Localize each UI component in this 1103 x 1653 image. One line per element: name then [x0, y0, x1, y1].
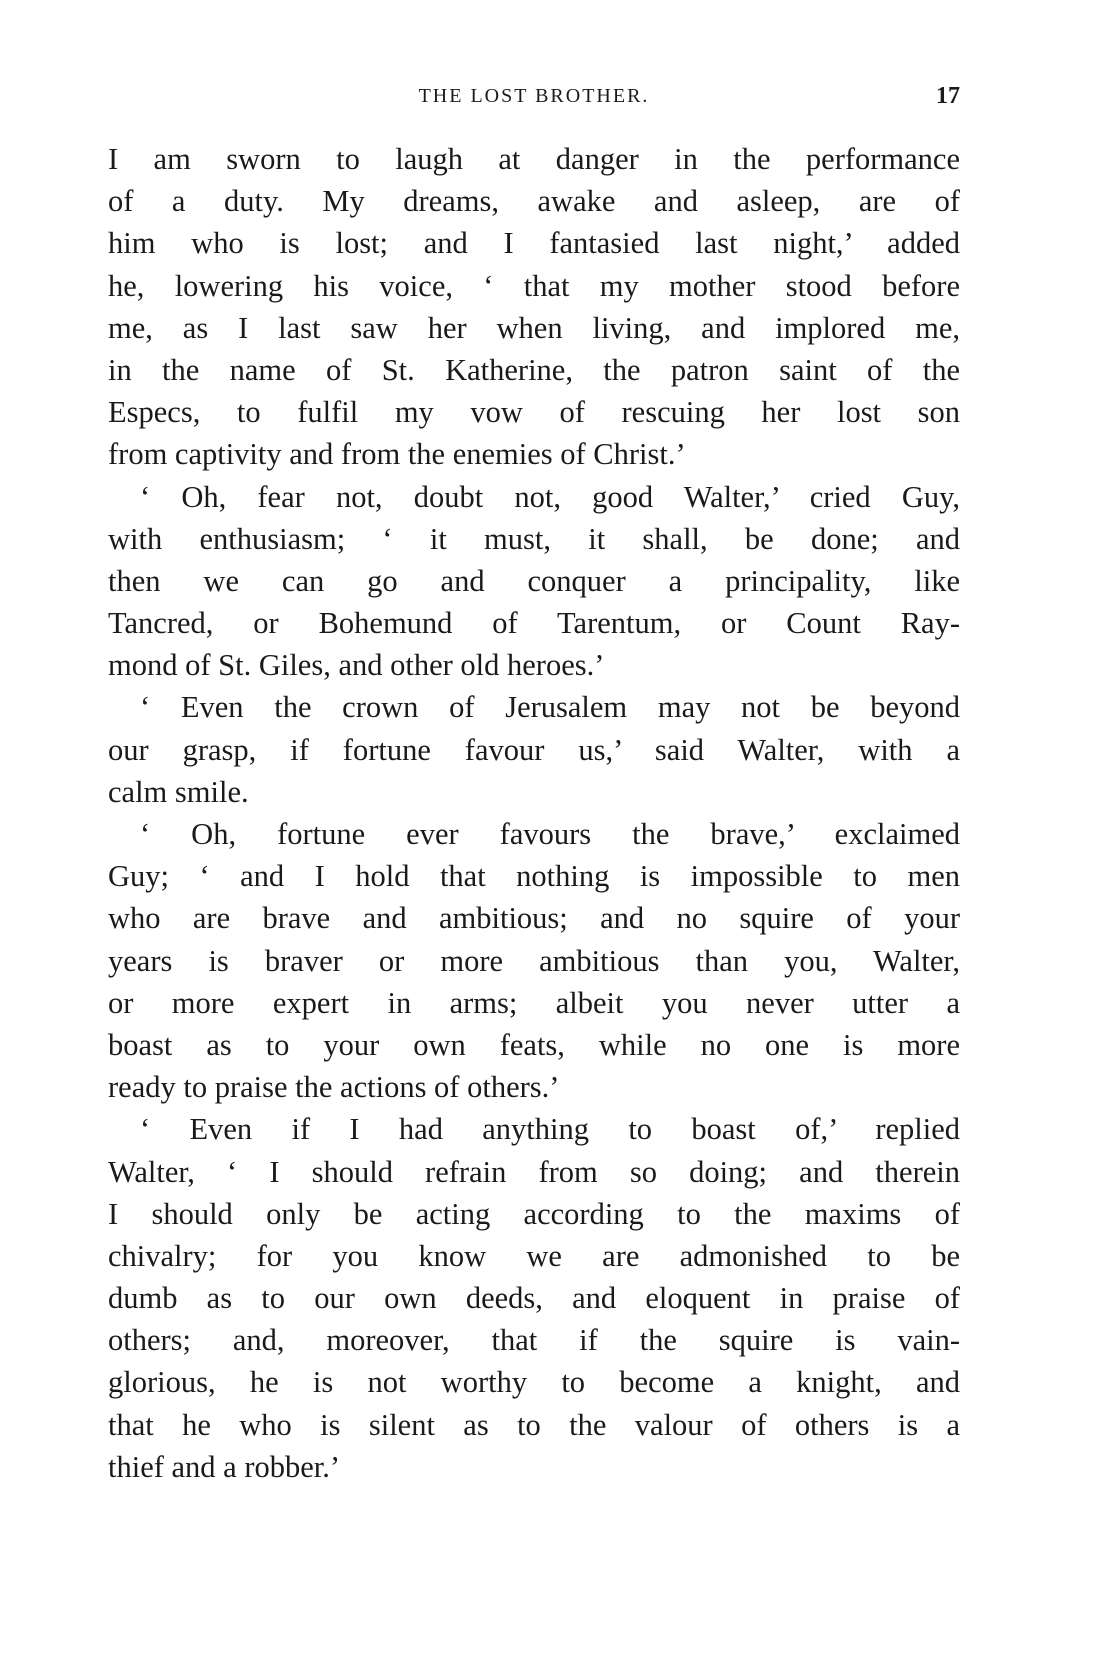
text-line: Walter, ‘ I should refrain from so doing; and therein: [108, 1154, 960, 1189]
text-line: Tancred, or Bohemund of Tarentum, or Count Ray-: [108, 606, 960, 641]
text-line: glorious, he is not worthy to become a knight, and: [108, 1365, 960, 1400]
text-line: thief and a robber.’: [108, 1449, 341, 1484]
text-line: with enthusiasm; ‘ it must, it shall, be done; and: [108, 521, 960, 556]
text-line: ‘ Even the crown of Jerusalem may not be beyond: [140, 690, 960, 725]
text-line: or more expert in arms; albeit you never utter a: [108, 985, 960, 1020]
text-line: I am sworn to laugh at danger in the performance: [108, 142, 960, 176]
text-line: calm smile.: [108, 774, 249, 809]
text-line: others; and, moreover, that if the squire is vain-: [108, 1323, 960, 1358]
text-line: mond of St. Giles, and other old heroes.’: [108, 648, 605, 683]
text-line: years is braver or more ambitious than you, Walter,: [108, 943, 960, 978]
text-line: he, lowering his voice, ‘ that my mother stood before: [108, 268, 960, 303]
text-line: ‘ Oh, fortune ever favours the brave,’ exclaimed: [140, 817, 960, 851]
text-line: our grasp, if fortune favour us,’ said Walter, with a: [108, 732, 960, 767]
text-line: of a duty. My dreams, awake and asleep, are of: [108, 184, 960, 219]
text-line: boast as to your own feats, while no one is more: [108, 1027, 960, 1062]
text-line: ‘ Oh, fear not, doubt not, good Walter,’ cried Guy,: [140, 479, 960, 514]
text-line: me, as I last saw her when living, and implored me,: [108, 310, 960, 345]
text-line: in the name of St. Katherine, the patron saint of the: [108, 352, 960, 387]
text-line: Guy; ‘ and I hold that nothing is impossible to men: [108, 859, 960, 894]
text-line: Especs, to fulfil my vow of rescuing her lost son: [108, 395, 960, 430]
running-head: [108, 76, 960, 116]
text-line: who are brave and ambitious; and no squire of your: [108, 901, 960, 936]
running-title: THE LOST BROTHER.: [418, 85, 650, 107]
text-line: ‘ Even if I had anything to boast of,’ replied: [140, 1112, 960, 1147]
text-line: from captivity and from the enemies of Christ.’: [108, 437, 686, 472]
text-line: ready to praise the actions of others.’: [108, 1070, 560, 1105]
text-line: dumb as to our own deeds, and eloquent in praise of: [108, 1281, 960, 1316]
text-line: chivalry; for you know we are admonished to be: [108, 1238, 960, 1273]
text-line: that he who is silent as to the valour of others is a: [108, 1407, 960, 1442]
text-line: I should only be acting according to the maxims of: [108, 1196, 960, 1231]
body-text: [108, 138, 960, 1488]
text-line: him who is lost; and I fantasied last night,’ added: [108, 226, 960, 261]
page-number: 17: [936, 83, 960, 109]
text-line: then we can go and conquer a principality, like: [108, 563, 960, 598]
